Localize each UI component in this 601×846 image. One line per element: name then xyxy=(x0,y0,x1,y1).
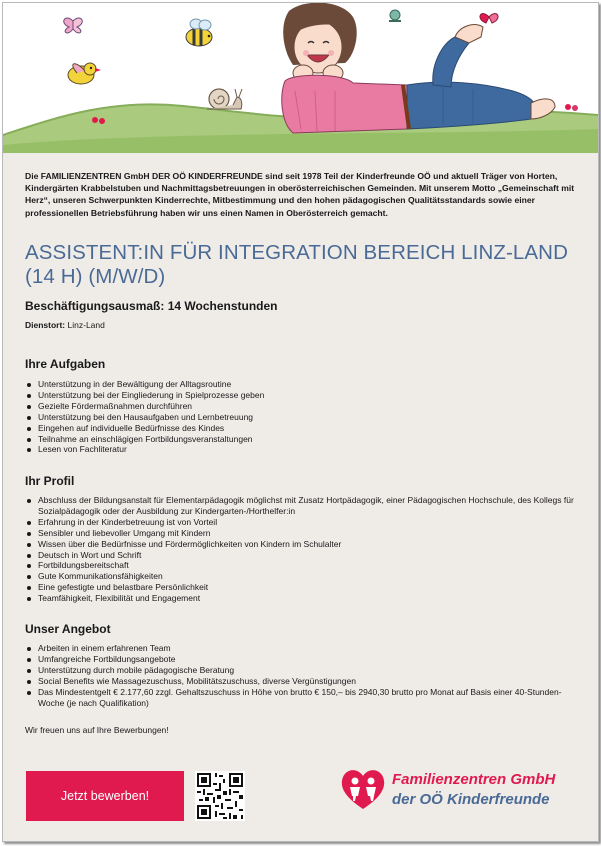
list-item: Arbeiten in einem erfahrenen Team xyxy=(25,643,575,654)
list-item: Gezielte Fördermaßnahmen durchführen xyxy=(25,401,575,412)
list-item: Lesen von Fachliteratur xyxy=(25,444,575,455)
list-item: Das Mindestentgelt € 2.177,60 zzgl. Gehaltszuschuss in Höhe von brutto € 150,– bis 2940,30 brutto pro Monat auf Basis einer 40-Stunden-Woche (je nach Qualifikation) xyxy=(25,687,575,709)
apply-now-button[interactable]: Jetzt bewerben! xyxy=(26,771,184,821)
list-item: Teamfähigkeit, Flexibilität und Engagement xyxy=(25,593,575,604)
list-item: Abschluss der Bildungsanstalt für Elementarpädagogik möglichst mit Zusatz Hortpädagogik, einer Pädagogischen Hochschule, des Kollegs für Sozialpädagogik oder der Ausbildung zur Kindergarten-/Horthelfer:in xyxy=(25,495,575,517)
list-item: Teilnahme an einschlägigen Fortbildungsveranstaltungen xyxy=(25,434,575,445)
work-location-value: Linz-Land xyxy=(67,320,105,330)
list-item: Wissen über die Bedürfnisse und Fördermöglichkeiten von Kindern im Schulalter xyxy=(25,539,575,550)
profile-list xyxy=(25,495,575,604)
list-item: Umfangreiche Fortbildungsangebote xyxy=(25,654,575,665)
tasks-list xyxy=(25,379,575,455)
list-item: Eingehen auf individuelle Bedürfnisse des Kindes xyxy=(25,423,575,434)
list-item: Deutsch in Wort und Schrift xyxy=(25,550,575,561)
offer-heading: Unser Angebot xyxy=(25,622,111,636)
list-item: Unterstützung in der Bewältigung der Alltagsroutine xyxy=(25,379,575,390)
list-item: Social Benefits wie Massagezuschuss, Mobilitätszuschuss, diverse Vergünstigungen xyxy=(25,676,575,687)
list-item: Unterstützung bei den Hausaufgaben und Lernbetreuung xyxy=(25,412,575,423)
qr-code[interactable] xyxy=(195,771,245,821)
company-intro: Die FAMILIENZENTREN GmbH DER OÖ KINDERFREUNDE sind seit 1978 Teil der Kinderfreunde OÖ und aktuell Träger von Horten, Kindergärten Krabbelstuben und Nachmittagsbetreuungen in oberösterreichischen Gemeinden. Mit unserem Motto „Gemeinschaft mit Herz“, unseren Schwerpunkten Kinderrechte, Mitbestimmung und den hohen pädagogischen Qualitätsstandards sowie einer professionellen Betriebsführung haben wir uns einen Namen in Oberösterreich gemacht. xyxy=(25,171,575,218)
work-location xyxy=(25,320,105,330)
job-title: ASSISTENT:IN FÜR INTEGRATION BEREICH LINZ-LAND (14 H) (M/W/D) xyxy=(25,241,568,288)
tasks-heading: Ihre Aufgaben xyxy=(25,357,106,371)
heart-children-icon xyxy=(339,765,387,813)
list-item: Eine gefestigte und belastbare Persönlichkeit xyxy=(25,582,575,593)
employment-extent: Beschäftigungsausmaß: 14 Wochenstunden xyxy=(25,299,278,313)
familienzentren-logo xyxy=(339,765,579,815)
offer-list xyxy=(25,643,575,708)
job-posting-page xyxy=(2,2,599,842)
work-location-label: Dienstort: xyxy=(25,320,66,330)
list-item: Gute Kommunikationsfähigkeiten xyxy=(25,571,575,582)
logo-company-name: Familienzentren GmbH xyxy=(392,771,556,788)
closing-note: Wir freuen uns auf Ihre Bewerbungen! xyxy=(25,725,169,735)
list-item: Sensibler und liebevoller Umgang mit Kindern xyxy=(25,528,575,539)
logo-organization-name: der OÖ Kinderfreunde xyxy=(392,791,550,808)
list-item: Unterstützung bei der Eingliederung in Spielprozesse geben xyxy=(25,390,575,401)
profile-heading: Ihr Profil xyxy=(25,474,75,488)
list-item: Fortbildungsbereitschaft xyxy=(25,560,575,571)
list-item: Unterstützung durch mobile pädagogische Beratung xyxy=(25,665,575,676)
list-item: Erfahrung in der Kinderbetreuung ist von Vorteil xyxy=(25,517,575,528)
header-illustration xyxy=(3,3,598,153)
